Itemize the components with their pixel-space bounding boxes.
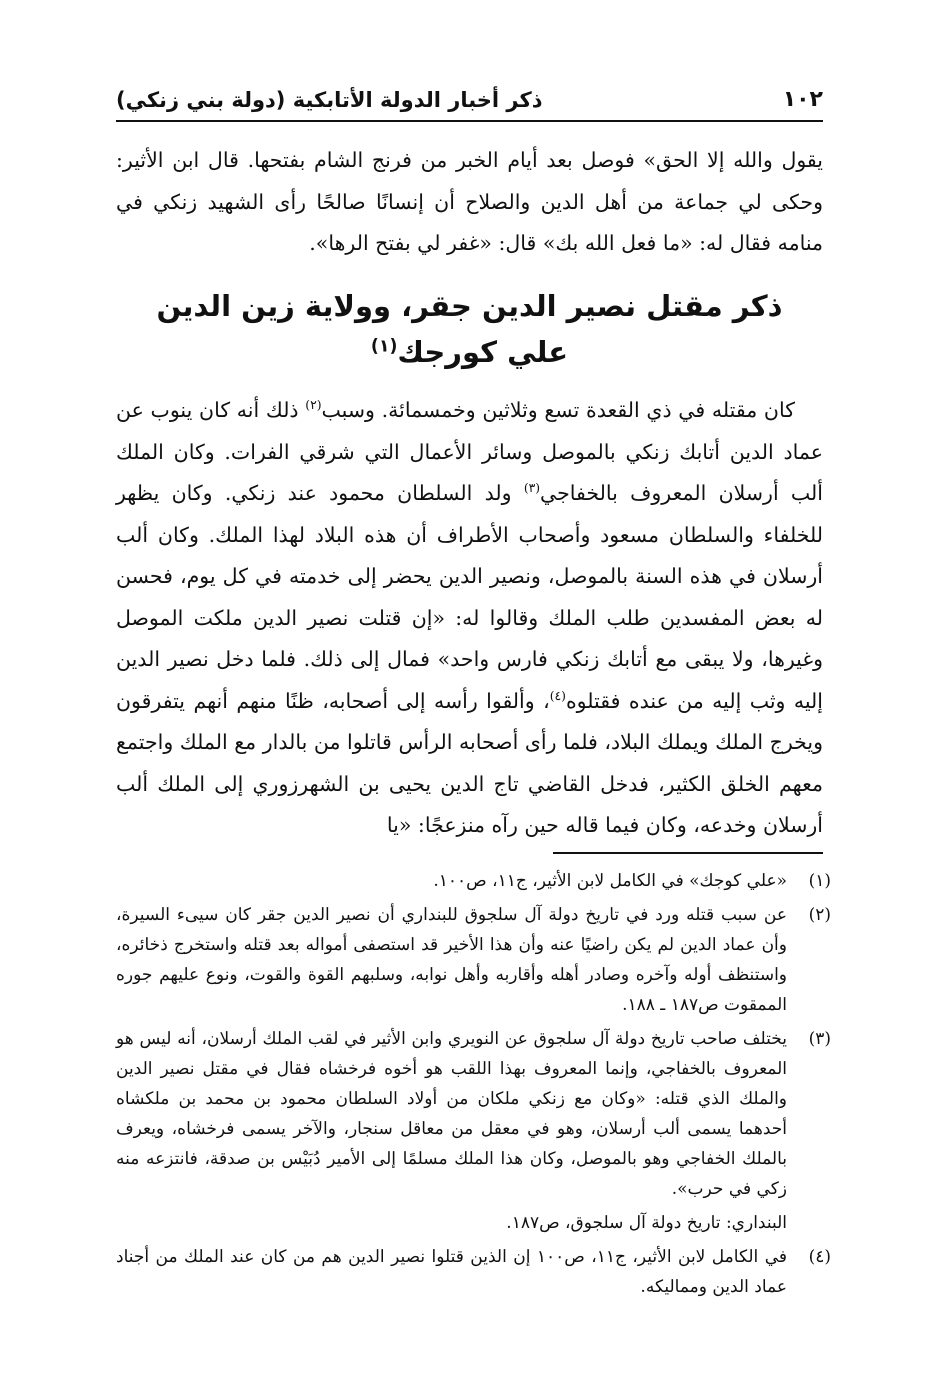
footnote-ref-3[interactable]: (٣)	[523, 481, 541, 496]
intro-text	[116, 140, 823, 265]
main-text	[116, 390, 823, 847]
section-title-line-2	[116, 329, 823, 375]
footnote-3-source: البنداري: تاريخ دولة آل سلجوق، ص١٨٧.	[506, 1213, 787, 1233]
footnote-text: عن سبب قتله ورد في تاريخ دولة آل سلجوق للبنداري أن نصير الدين جقر كان سيىء السيرة، وأن عماد الدين لم يكن راضيًا عنه وأن هذا الأخير قد استصفى أمواله بعد قتله واستخرج ذخائره، واستنظف أوله وآخره وصادر أهله وأقاربه وأهل نوابه، وسلبهم القوة والقوت، ونوع عليهم جوره الممقوت ص١٨٧ ـ ١٨٨.	[116, 905, 787, 1015]
footnote-text: في الكامل لابن الأثير، ج١١، ص١٠٠ إن الذين قتلوا نصير الدين هم من كان عند الملك من أجناد عماد الدين ومماليكه.	[116, 1247, 787, 1297]
footnote-ref-4[interactable]: (٤)	[549, 688, 566, 703]
footnote-text: «علي كوجك» في الكامل لابن الأثير، ج١١، ص١٠٠.	[433, 871, 787, 891]
main-segment-3: ولد السلطان محمود عند زنكي. وكان يظهر للخلفاء والسلطان مسعود وأصحاب الأطراف أن هذه البلاد لهذا الملك. وكان ألب أرسلان في هذه السنة بالموصل، ونصير الدين يحضر إلى خدمته في كل يوم، فحسن له بعض المفسدين طلب الملك وقالوا له: «إن قتلت نصير الدين ملكت الموصل وغيرها، ولا يبقى مع أتابك زنكي فارس واحد» فمال إلى ذلك. فلما دخل نصير الدين إليه وثب إليه من عنده فقتلوه	[116, 481, 823, 713]
main-segment-1: كان مقتله في ذي القعدة تسع وثلاثين وخمسمائة. وسبب	[321, 398, 795, 422]
footnote-2	[116, 900, 831, 1020]
main-paragraph	[116, 390, 823, 847]
footnote-text: يختلف صاحب تاريخ دولة آل سلجوق عن النويري وابن الأثير في لقب الملك أرسلان، أنه ليس هو المعروف بالخفاجي، وإنما المعروف بهذا اللقب هو أخوه فرخشاه فقال في مقتل نصير الدين والملك الذي قتله: «وكان مع زنكي ملكان من أولاد السلطان محمود بن محمد بن ملكشاه أحدهما يسمى ألب أرسلان، وهو في معقل من معاقل سنجار، والآخر يسمى فرخشاه، ويعرف بالملك الخفاجي وهو بالموصل، وكان هذا الملك مسلمًا إلى الأمير دُبَيْس بن صدقة، فانتزعه منه زكي في حرب».	[116, 1029, 787, 1199]
running-header	[116, 74, 823, 122]
page-number: ١٠٢	[782, 87, 823, 112]
footnote-1	[116, 866, 831, 896]
footnote-number: (٤)	[808, 1247, 831, 1267]
intro-paragraph: يقول والله إلا الحق» فوصل بعد أيام الخبر من فرنج الشام بفتحها. قال ابن الأثير: وحكى لي جماعة من أهل الدين والصلاح أن إنسانًا صالحًا رأى الشهيد زنكي في منامه فقال له: «ما فعل الله بك» قال: «غفر لي بفتح الرها».	[116, 148, 823, 255]
main-segment-4: ، وألقوا رأسه إلى أصحابه، ظنًا منهم أنهم يتفرقون ويخرج الملك ويملك البلاد، فلما رأى أصحابه الرأس قاتلوا من بالدار مع الملك واجتمع معهم الخلق الكثير، فدخل القاضي تاج الدين يحيى بن الشهرزوري إلى الملك ألب أرسلان وخدعه، وكان فيما قاله حين رآه منزعجًا: «يا	[116, 688, 823, 837]
footnote-ref-2[interactable]: (٢)	[305, 398, 322, 413]
footnote-4	[116, 1242, 831, 1302]
main-segment-2: ذلك أنه كان ينوب عن عماد الدين أتابك زنكي بالموصل وسائر الأعمال التي شرقي الفرات. وكان الملك ألب أرسلان المعروف بالخفاجي	[116, 398, 823, 505]
footnotes	[116, 866, 831, 1306]
footnote-number: (٢)	[808, 905, 831, 925]
section-title-line-1: ذكر مقتل نصير الدين جقر، وولاية زين الدين	[156, 289, 783, 323]
footnote-ref-1[interactable]: (١)	[370, 336, 398, 357]
running-title: ذكر أخبار الدولة الأتابكية (دولة بني زنكي)	[116, 88, 543, 112]
section-title-text: علي كورجك	[397, 335, 569, 369]
footnote-divider	[553, 852, 823, 854]
section-heading	[116, 283, 823, 375]
footnote-number: (١)	[808, 871, 831, 891]
footnote-number: (٣)	[808, 1029, 831, 1049]
footnote-3	[116, 1024, 831, 1204]
